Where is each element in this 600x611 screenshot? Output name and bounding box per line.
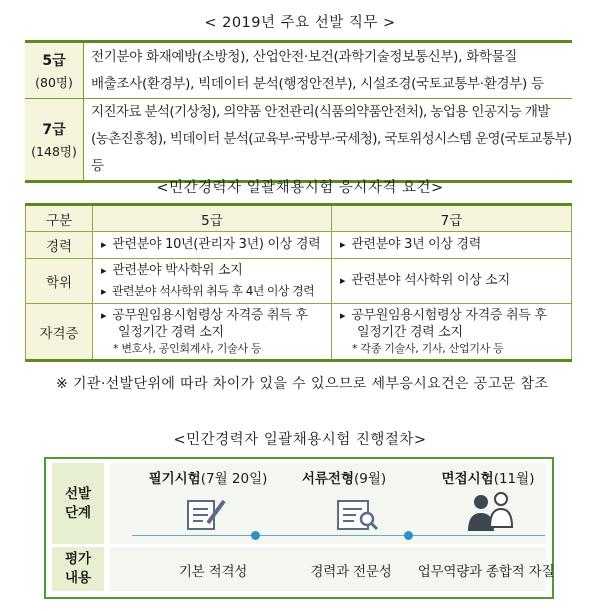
header-grade7: 7급 (332, 205, 572, 232)
grade-cell (25, 99, 84, 182)
career-grade5: ▸ 관련분야 10년(관리자 3년) 이상 경력 (93, 232, 332, 259)
eval-text: 경력과 전문성 (310, 564, 392, 580)
eval-label: 평가 내용 (52, 547, 104, 591)
license-grade7: ▸ 공무원임용시험령상 자격증 취득 후 일정기간 경력 소지 * 각종 기술사, 기사, 산업기사 등 (332, 304, 572, 361)
career-grade7: ▸ 관련분야 3년 이상 경력 (332, 232, 572, 259)
table-row (25, 42, 572, 99)
degree-grade5: ▸ 관련분야 박사학위 소지 ▸ 관련분야 석사학위 취득 후 4년 이상 경력 (93, 259, 332, 304)
grade-label: 7급 (42, 122, 66, 138)
stage-title: 필기시험(7월 20일) (148, 471, 268, 487)
duties-line: (농촌진흥청), 빅데이터 분석(교육부·국방부·국세청), 국토위성시스템 운영(국토교통부) 등 (91, 131, 572, 174)
grade-count: (80명) (35, 75, 73, 90)
interview-icon (466, 489, 516, 533)
section1-title: < 2019년 주요 선발 직무 > (204, 15, 396, 31)
row-label-career: 경력 (26, 232, 93, 259)
eligibility-table (25, 203, 572, 362)
duties-cell (84, 42, 573, 99)
section2-title: <민간경력자 일괄채용시험 응시자격 요건> (156, 180, 444, 196)
timeline-dot (251, 531, 260, 540)
duties-line: 배출조사(환경부), 빅데이터 분석(행정안전부), 시설조경(국토교통부·환경부) 등 (91, 75, 544, 92)
duties-table (25, 40, 572, 183)
written-exam-icon (186, 497, 230, 531)
eval-text: 업무역량과 종합적 자질 (417, 564, 555, 580)
degree-grade7: ▸ 관련분야 석사학위 이상 소지 (332, 259, 572, 304)
duties-line: 지진자료 분석(기상청), 의약품 안전관리(식품의약품안전처), 농업용 인공지능 개발 (91, 104, 550, 120)
process-box (44, 457, 554, 599)
stage-title: 서류전형(9월) (301, 471, 387, 487)
section3-title: <민간경력자 일괄채용시험 진행절차> (173, 432, 427, 448)
table-row (26, 304, 572, 361)
table-row (26, 259, 572, 304)
document-review-icon (336, 497, 380, 531)
table-row (25, 99, 572, 182)
table-header-row (26, 205, 572, 232)
timeline-line (132, 535, 545, 536)
license-grade5: ▸ 공무원임용시험령상 자격증 취득 후 일정기간 경력 소지 * 변호사, 공인회계사, 기술사 등 (93, 304, 332, 361)
table-row (26, 232, 572, 259)
duties-cell (84, 99, 573, 182)
stage-label: 선발 단계 (52, 463, 104, 544)
header-grade5: 5급 (93, 205, 332, 232)
grade-label: 5급 (42, 53, 66, 69)
header-category: 구분 (26, 205, 93, 232)
grade-cell (25, 42, 84, 99)
row-label-degree: 학위 (26, 259, 93, 304)
timeline-dot (404, 531, 413, 540)
duties-line: 전기분야 화재예방(소방청), 산업안전·보건(과학기술정보통신부), 화학물질 (91, 48, 518, 65)
row-label-license: 자격증 (26, 304, 93, 361)
eval-text: 기본 적격성 (178, 564, 248, 580)
stage-title: 면접시험(11월) (441, 471, 535, 487)
remark-note: ※ 기관·선발단위에 따라 차이가 있을 수 있으므로 세부응시요건은 공고문 참조 (56, 376, 549, 392)
grade-count: (148명) (31, 144, 77, 159)
